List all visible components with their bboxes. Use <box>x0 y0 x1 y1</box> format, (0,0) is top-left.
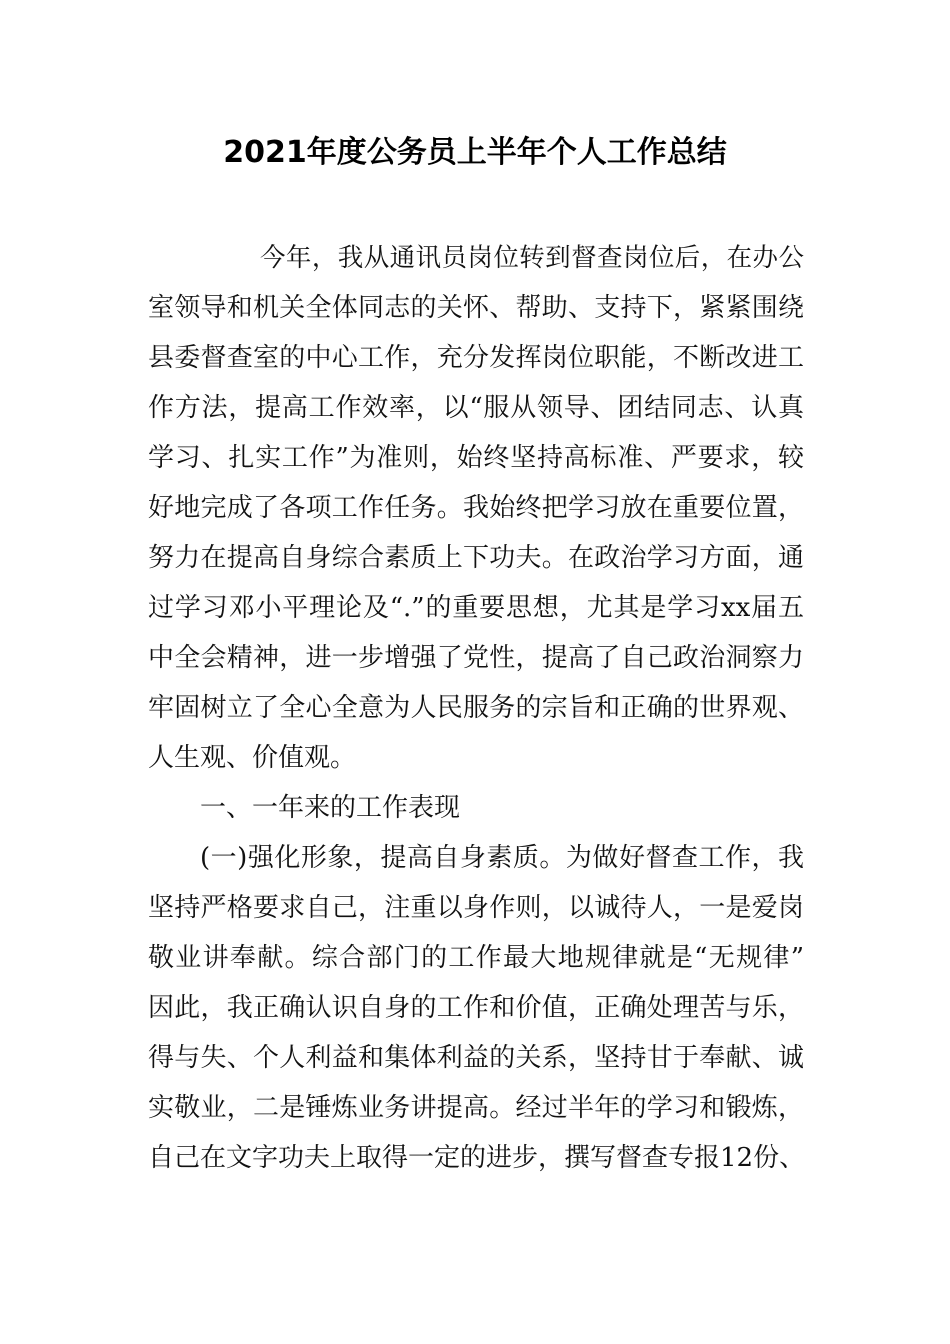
document-title: 2021年度公务员上半年个人工作总结 <box>223 135 727 170</box>
paragraph-line: 作方法，提高工作效率，以“服从领导、团结同志、认真 <box>148 393 804 423</box>
paragraph-line: 努力在提高自身综合素质上下功夫。在政治学习方面，通 <box>148 543 804 573</box>
paragraph-line: 中全会精神，进一步增强了党性，提高了自己政治洞察力 <box>148 643 804 673</box>
section-heading: 一、一年来的工作表现 <box>200 793 461 823</box>
paragraph-line: 室领导和机关全体同志的关怀、帮助、支持下，紧紧围绕 <box>148 293 804 323</box>
paragraph-line: 人生观、价值观。 <box>148 743 357 773</box>
paragraph-line: 县委督查室的中心工作，充分发挥岗位职能，不断改进工 <box>148 343 804 373</box>
paragraph-line: 牢固树立了全心全意为人民服务的宗旨和正确的世界观、 <box>148 693 804 723</box>
paragraph-line: 好地完成了各项工作任务。我始终把学习放在重要位置， <box>148 493 804 523</box>
paragraph-line: 实敬业，二是锤炼业务讲提高。经过半年的学习和锻炼， <box>148 1093 804 1123</box>
paragraph-line: 因此，我正确认识自身的工作和价值，正确处理苦与乐， <box>148 993 804 1023</box>
paragraph-line: 自己在文字功夫上取得一定的进步，撰写督查专报12份、 <box>148 1143 806 1173</box>
paragraph-line: 得与失、个人利益和集体利益的关系，坚持甘于奉献、诚 <box>148 1043 804 1073</box>
paragraph-line: 敬业讲奉献。综合部门的工作最大地规律就是“无规律” <box>148 943 804 973</box>
paragraph-line: 学习、扎实工作”为准则，始终坚持高标准、严要求，较 <box>148 443 804 473</box>
paragraph-line: (一)强化形象，提高自身素质。为做好督查工作，我 <box>200 843 804 873</box>
paragraph-line: 过学习邓小平理论及“.”的重要思想，尤其是学习xx届五 <box>148 593 804 623</box>
paragraph-line: 今年，我从通讯员岗位转到督查岗位后，在办公 <box>260 243 804 273</box>
paragraph-line: 坚持严格要求自己，注重以身作则，以诚待人，一是爱岗 <box>148 893 804 923</box>
